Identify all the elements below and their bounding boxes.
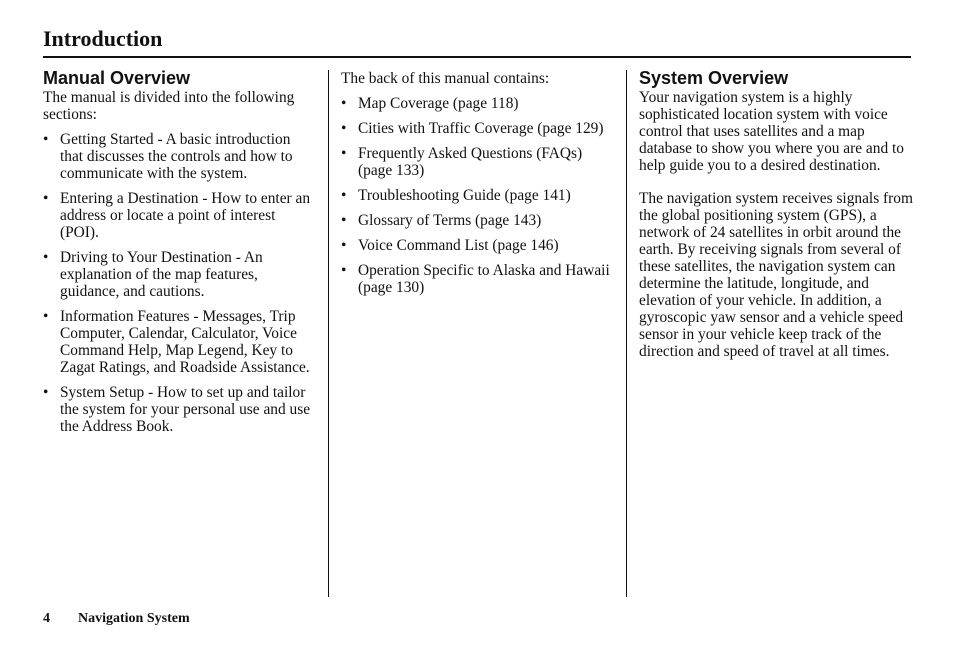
- bullet-icon: •: [341, 187, 347, 204]
- page-title: Introduction: [43, 26, 163, 51]
- bullet-icon: •: [43, 384, 49, 401]
- system-overview-column: [639, 68, 914, 360]
- list-item: • Getting Started - A basic introduction that discusses the controls and how to communicate with the system.: [43, 131, 293, 182]
- title-divider: [43, 56, 911, 58]
- list-item: • Driving to Your Destination - An explanation of the map features, guidance, and cautions.: [43, 249, 263, 300]
- manual-overview-heading: Manual Overview: [43, 68, 191, 88]
- bullet-icon: •: [43, 308, 49, 325]
- bullet-icon: •: [341, 237, 347, 254]
- list-item: • Troubleshooting Guide (page 141): [341, 187, 571, 204]
- system-overview-heading: System Overview: [639, 68, 789, 88]
- list-item: • Entering a Destination - How to enter an address or locate a point of interest (POI).: [43, 190, 311, 241]
- footer-label: Navigation System: [78, 611, 190, 626]
- list-item: • Frequently Asked Questions (FAQs) (page 133): [341, 145, 583, 179]
- column-divider-right: [626, 70, 627, 597]
- list-item: • Voice Command List (page 146): [341, 237, 559, 254]
- manual-overview-intro: The manual is divided into the following sections:: [43, 89, 295, 123]
- list-item: • Information Features - Messages, Trip Computer, Calendar, Calculator, Voice Command Help, Map Legend, Key to Zagat Ratings, and Roadside Assistance.: [43, 308, 310, 376]
- bullet-icon: •: [341, 212, 347, 229]
- back-of-manual-column: [341, 70, 613, 304]
- list-item: • System Setup - How to set up and tailor the system for your personal use and use the Address Book.: [43, 384, 311, 435]
- back-of-manual-intro: The back of this manual contains:: [341, 70, 550, 87]
- bullet-icon: •: [341, 262, 347, 279]
- column-divider-left: [328, 70, 329, 597]
- system-overview-paragraph: Your navigation system is a highly sophisticated location system with voice control that uses satellites and a map database to show you where you are and to help guide you to a desired destination.: [639, 89, 904, 174]
- list-item: • Cities with Traffic Coverage (page 129): [341, 120, 604, 137]
- manual-sections-list: [43, 131, 315, 435]
- list-item: • Glossary of Terms (page 143): [341, 212, 542, 229]
- bullet-icon: •: [341, 120, 347, 137]
- bullet-icon: •: [43, 131, 49, 148]
- bullet-icon: •: [43, 190, 49, 207]
- page-number: 4: [43, 611, 50, 626]
- bullet-icon: •: [341, 95, 347, 112]
- system-overview-paragraph: The navigation system receives signals from the global positioning system (GPS), a network of 24 satellites in orbit around the earth. By receiving signals from several of these satellites, the navigation system can determine the latitude, longitude, and elevation of your vehicle. In addition, a gyroscopic yaw sensor and a vehicle speed sensor in your vehicle keep track of the direction and speed of travel at all times.: [639, 190, 913, 360]
- bullet-icon: •: [341, 145, 347, 162]
- back-of-manual-list: [341, 95, 613, 296]
- manual-overview-column: [43, 68, 315, 443]
- list-item: • Map Coverage (page 118): [341, 95, 519, 112]
- bullet-icon: •: [43, 249, 49, 266]
- list-item: • Operation Specific to Alaska and Hawaii (page 130): [341, 262, 610, 296]
